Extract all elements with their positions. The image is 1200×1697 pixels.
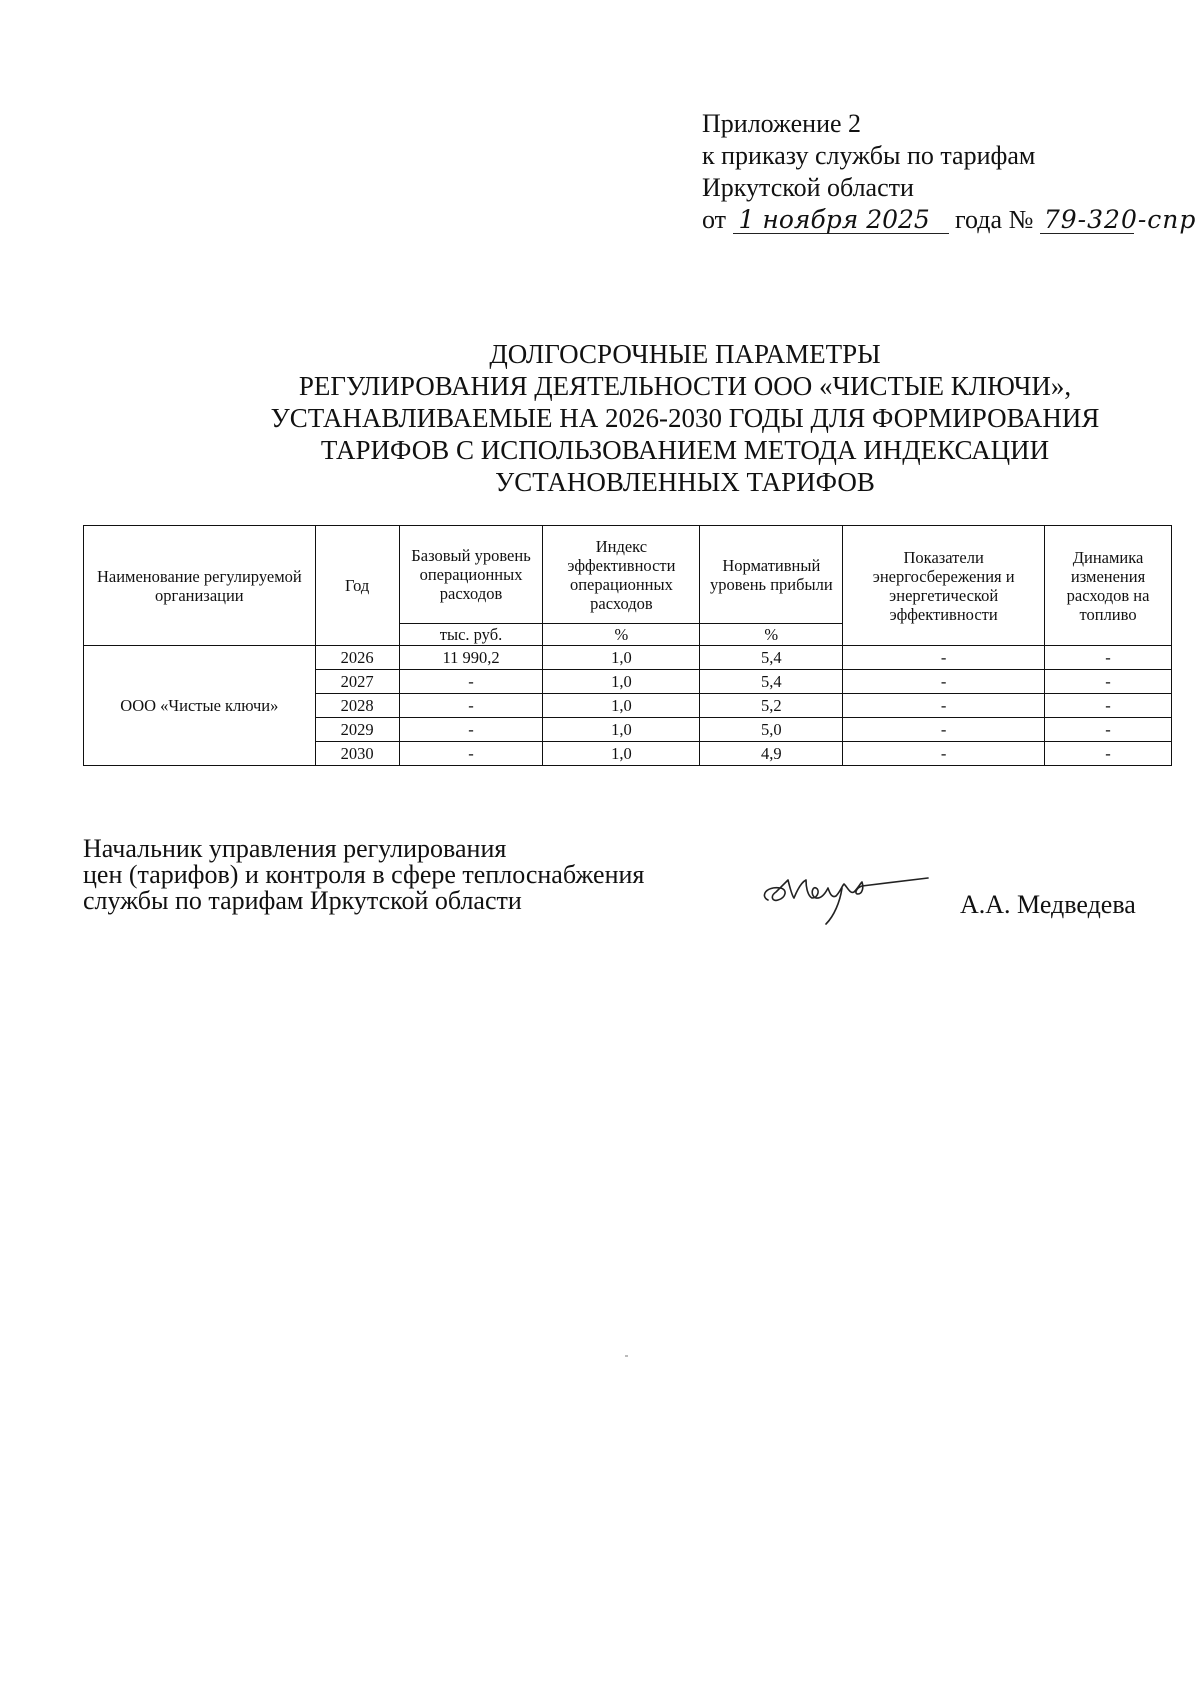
cell-fuel-dynamics: - [1045,718,1172,742]
cell-year: 2027 [315,670,399,694]
cell-base-level: 11 990,2 [399,646,543,670]
table-header-row [84,526,1172,624]
cell-profit-level: 5,4 [700,646,843,670]
parameters-table [83,525,1172,766]
cell-energy-saving: - [843,670,1045,694]
unit-efficiency-index: % [543,624,700,646]
signer-name: А.А. Медведева [960,890,1136,919]
appendix-number: Приложение 2 [702,109,862,138]
cell-efficiency-index: 1,0 [543,694,700,718]
cell-year: 2029 [315,718,399,742]
cell-profit-level: 5,2 [700,694,843,718]
cell-profit-level: 4,9 [700,742,843,766]
cell-energy-saving: - [843,694,1045,718]
handwritten-date: 1 ноября 2025 [733,207,949,234]
cell-profit-level: 5,4 [700,670,843,694]
cell-fuel-dynamics: - [1045,670,1172,694]
header-efficiency-index: Индекс эффективности операционных расходов [543,526,700,624]
cell-year: 2026 [315,646,399,670]
date-prefix: от [702,205,727,234]
table-row [84,646,1172,670]
position-line: цен (тарифов) и контроля в сфере теплоснабжения [83,860,645,889]
cell-base-level: - [399,694,543,718]
cell-profit-level: 5,0 [700,718,843,742]
cell-fuel-dynamics: - [1045,646,1172,670]
header-energy-saving: Показатели энергосбережения и энергетической эффективности [843,526,1045,646]
header-organization: Наименование регулируемой организации [84,526,316,646]
cell-efficiency-index: 1,0 [543,670,700,694]
signatory-position [83,836,644,914]
title-line: РЕГУЛИРОВАНИЯ ДЕЯТЕЛЬНОСТИ ООО «ЧИСТЫЕ КЛЮЧИ», [298,371,1072,401]
unit-base-level: тыс. руб. [399,624,543,646]
year-number-label: года № [955,205,1034,234]
title-line: ДОЛГОСРОЧНЫЕ ПАРАМЕТРЫ [489,339,881,369]
title-line: УСТАНОВЛЕННЫХ ТАРИФОВ [495,467,875,497]
cell-year: 2028 [315,694,399,718]
title-line: ТАРИФОВ С ИСПОЛЬЗОВАНИЕМ МЕТОДА ИНДЕКСАЦИИ [320,435,1050,465]
cell-year: 2030 [315,742,399,766]
cell-base-level: - [399,718,543,742]
appendix-order-reference: к приказу службы по тарифам [702,141,1036,170]
cell-fuel-dynamics: - [1045,742,1172,766]
document-title [150,338,1200,498]
cell-energy-saving: - [843,742,1045,766]
header-profit-level: Нормативный уровень прибыли [700,526,843,624]
appendix-region: Иркутской области [702,173,914,202]
cell-energy-saving: - [843,718,1045,742]
header-year: Год [315,526,399,646]
position-line: службы по тарифам Иркутской области [83,886,522,915]
cell-efficiency-index: 1,0 [543,742,700,766]
cell-fuel-dynamics: - [1045,694,1172,718]
title-line: УСТАНАВЛИВАЕМЫЕ НА 2026-2030 ГОДЫ ДЛЯ ФОРМИРОВАНИЯ [270,403,1100,433]
unit-profit-level: % [700,624,843,646]
handwritten-order-number: 79-320-спр [1040,207,1134,234]
cell-base-level: - [399,742,543,766]
cell-energy-saving: - [843,646,1045,670]
cell-base-level: - [399,670,543,694]
scan-speck [625,1355,628,1357]
cell-efficiency-index: 1,0 [543,646,700,670]
header-base-level: Базовый уровень операционных расходов [399,526,543,624]
appendix-header [702,108,1197,236]
appendix-date-line [702,204,1197,236]
cell-efficiency-index: 1,0 [543,718,700,742]
organization-name: ООО «Чистые ключи» [84,646,316,766]
handwritten-signature [758,858,938,928]
header-fuel-dynamics: Динамика изменения расходов на топливо [1045,526,1172,646]
position-line: Начальник управления регулирования [83,834,507,863]
